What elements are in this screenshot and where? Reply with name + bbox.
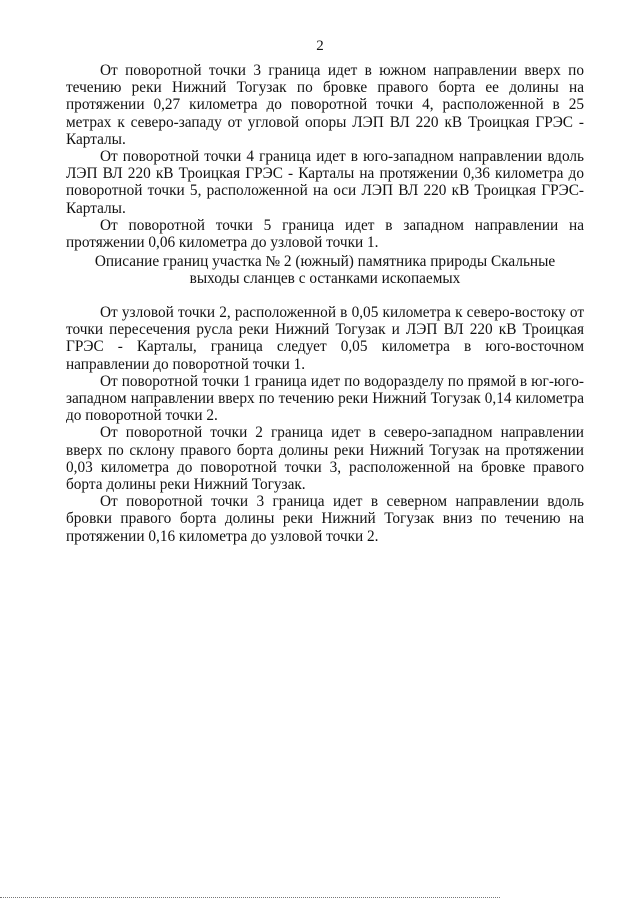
boundary-description-continued (66, 62, 584, 251)
paragraph: От поворотной точки 2 граница идет в северо-западном направлении вверх по склону правого борта долины реки Нижний Тогузак на протяжении 0,03 километра до поворотной точки 3, расположенной на бровке правого борта долины реки Нижний Тогузак. (66, 424, 584, 494)
paragraph: От узловой точки 2, расположенной в 0,05 километра к северо-востоку от точки пересечения русла реки Нижний Тогузак и ЛЭП ВЛ 220 кВ Троицкая ГРЭС - Карталы, граница следует 0,05 километра в юго-восточном направлении до поворотной точки 1. (66, 304, 584, 373)
paragraph: От поворотной точки 3 граница идет в южном направлении вверх по течению реки Нижний Тогузак по бровке правого борта ее долины на протяжении 0,27 километра до поворотной точки 4, расположенной в 25 метрах к северо-западу от угловой опоры ЛЭП ВЛ 220 кВ Троицкая ГРЭС - Карталы. (66, 62, 584, 148)
page-number: 2 (316, 38, 324, 54)
page-bottom-divider (0, 897, 500, 898)
paragraph: От поворотной точки 3 граница идет в северном направлении вдоль бровки правого борта долины реки Нижний Тогузак вниз по течению на протяжении 0,16 километра до узловой точки 2. (66, 493, 584, 545)
section-heading-line: выходы сланцев с останками ископаемых (189, 270, 461, 288)
section-2-boundary-description (66, 304, 584, 545)
paragraph: От поворотной точки 1 граница идет по водоразделу по прямой в юг-юго-западном направлении вверх по течению реки Нижний Тогузак 0,14 километра до поворотной точки 2. (66, 372, 584, 425)
paragraph: От поворотной точки 4 граница идет в юго-западном направлении вдоль ЛЭП ВЛ 220 кВ Троицкая ГРЭС - Карталы на протяжении 0,36 километра до поворотной точки 5, расположенной на оси ЛЭП ВЛ 220 кВ Троицкая ГРЭС-Карталы. (66, 148, 584, 217)
section-heading-line: Описание границ участка № 2 (южный) памятника природы Скальные (94, 253, 556, 270)
paragraph: От поворотной точки 5 граница идет в западном направлении на протяжении 0,06 километра до узловой точки 1. (66, 216, 584, 252)
section-heading (66, 253, 584, 287)
